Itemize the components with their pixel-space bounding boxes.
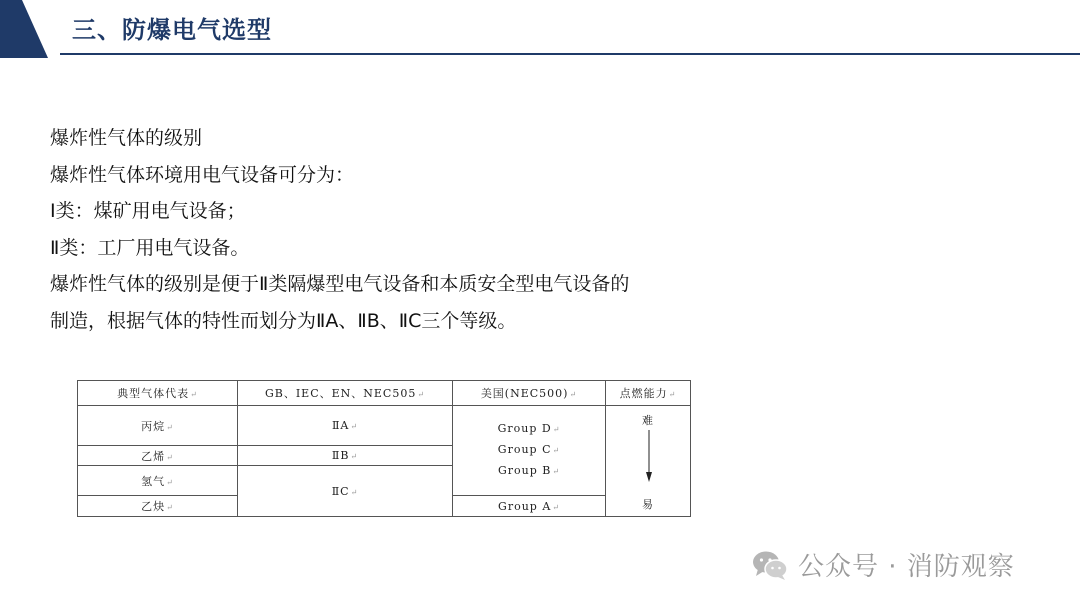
body-line: Ⅱ类：工厂用电气设备。 bbox=[50, 236, 250, 259]
header-divider bbox=[60, 53, 1080, 55]
page-title: 三、防爆电气选型 bbox=[72, 16, 272, 44]
body-line: 制造，根据气体的特性而划分为ⅡA、ⅡB、ⅡC三个等级。 bbox=[50, 309, 517, 332]
gb-cell: ⅡC↵ bbox=[238, 466, 453, 517]
gb-cell: ⅡA↵ bbox=[238, 406, 453, 446]
watermark-text: 公众号 · 消防观察 bbox=[798, 552, 1015, 582]
gb-cell: ⅡB↵ bbox=[238, 446, 453, 466]
arrow-down-icon bbox=[646, 430, 652, 482]
header-gb: GB、IEC、EN、NEC505↵ bbox=[238, 381, 453, 406]
gas-cell: 乙烯↵ bbox=[78, 446, 238, 466]
gas-cell: 乙炔↵ bbox=[78, 496, 238, 517]
ignition-top-label: 难 bbox=[642, 414, 654, 427]
ignition-cell bbox=[606, 406, 691, 517]
header-us: 美国(NEC500)↵ bbox=[453, 381, 606, 406]
header-gas: 典型气体代表↵ bbox=[78, 381, 238, 406]
body-line: 爆炸性气体环境用电气设备可分为： bbox=[50, 163, 355, 186]
body-line: Ⅰ类：煤矿用电气设备； bbox=[50, 200, 246, 222]
gas-cell: 丙烷↵ bbox=[78, 406, 238, 446]
gas-group-table bbox=[77, 380, 691, 517]
wechat-watermark bbox=[752, 546, 1015, 583]
body-text bbox=[50, 120, 629, 339]
us-groups-cell: Group D↵ Group C↵ Group B↵ bbox=[453, 406, 606, 496]
ignition-bottom-label: 易 bbox=[642, 498, 654, 511]
wechat-icon bbox=[752, 550, 788, 580]
table-header-row bbox=[78, 381, 691, 406]
header-corner-block bbox=[0, 0, 48, 58]
gas-cell: 氢气↵ bbox=[78, 466, 238, 496]
us-group-cell: Group A↵ bbox=[453, 496, 606, 517]
body-line: 爆炸性气体的级别是便于Ⅱ类隔爆型电气设备和本质安全型电气设备的 bbox=[50, 273, 630, 295]
body-line: 爆炸性气体的级别 bbox=[50, 127, 203, 149]
table-row bbox=[78, 406, 691, 446]
header-ignition: 点燃能力↵ bbox=[606, 381, 691, 406]
